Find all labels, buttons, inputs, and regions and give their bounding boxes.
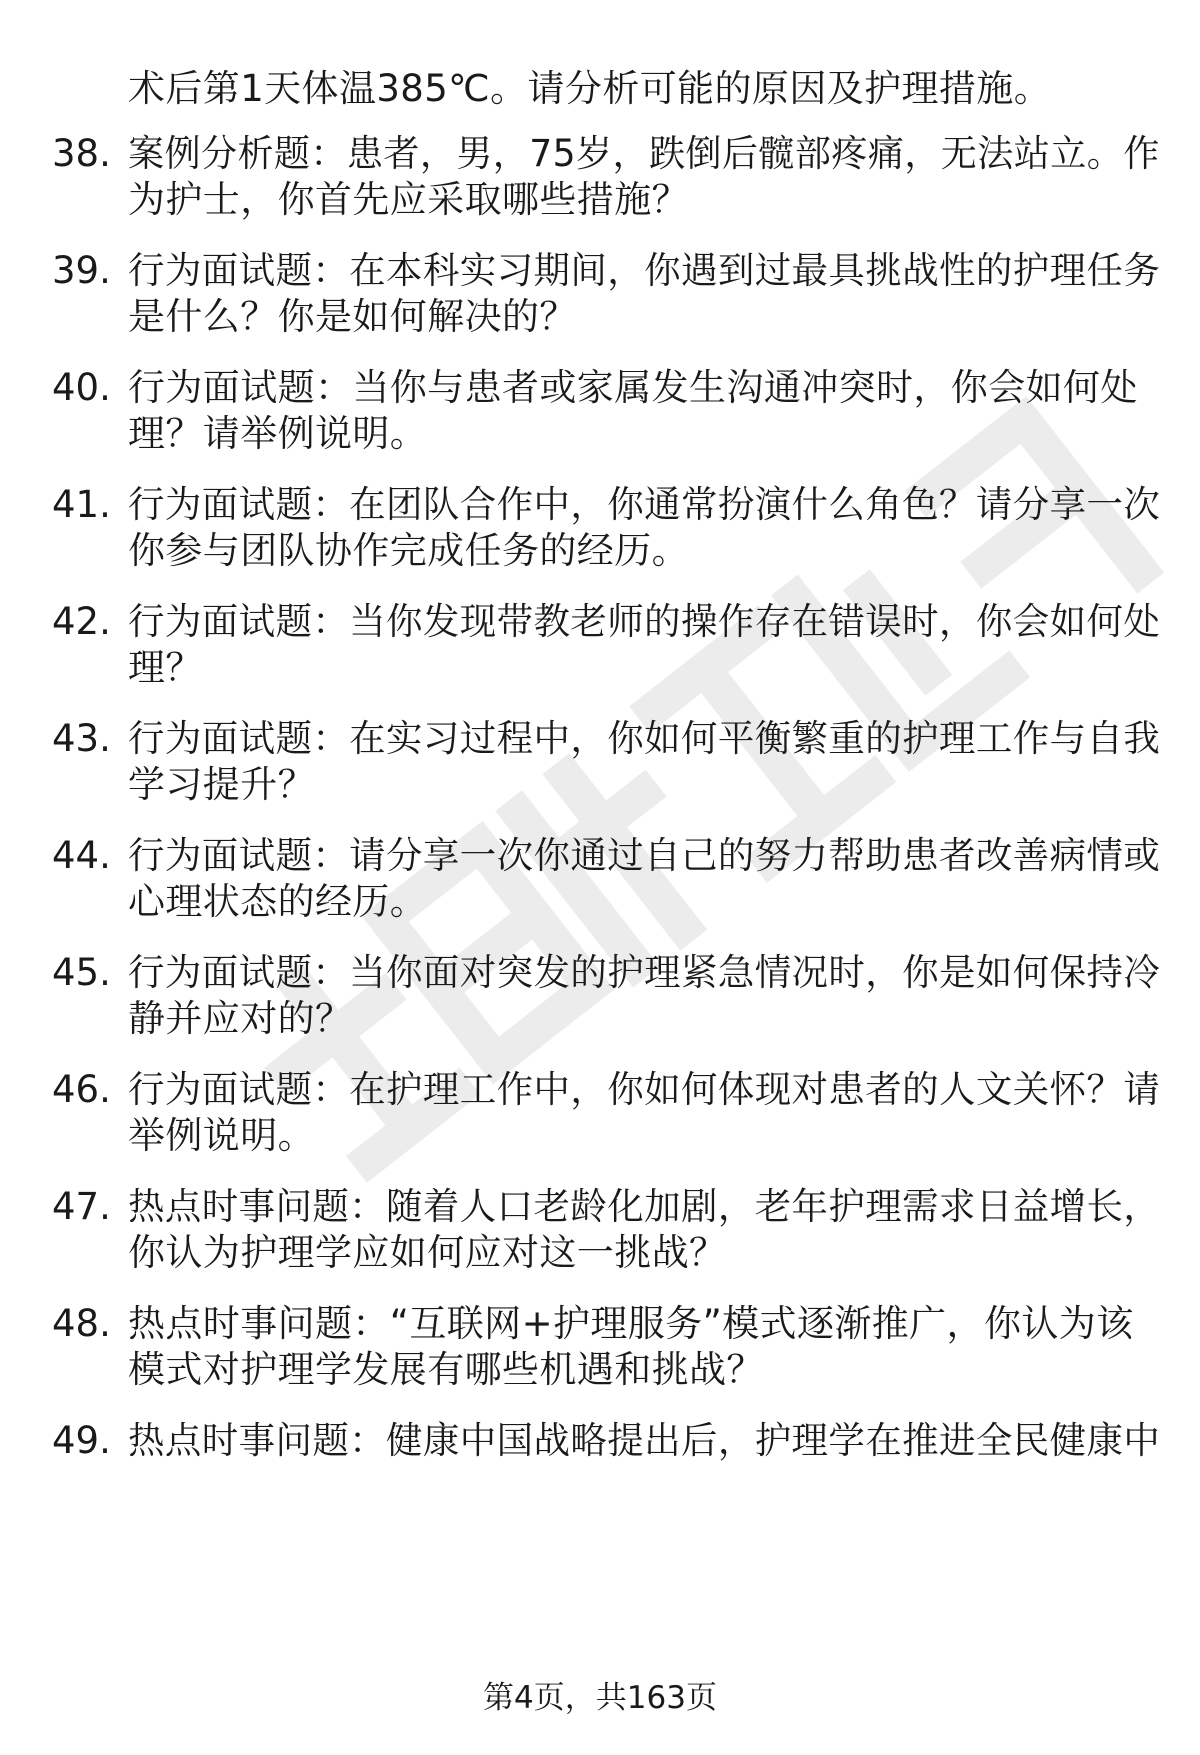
question-number: 49.	[52, 1419, 111, 1462]
question-text-line: 举例说明。	[128, 1114, 315, 1157]
question-text-line: 行为面试题：当你发现带教老师的操作存在错误时，你会如何处	[128, 600, 1161, 643]
question-number: 46.	[52, 1068, 111, 1111]
question-text-line: 行为面试题：在实习过程中，你如何平衡繁重的护理工作与自我	[128, 717, 1161, 760]
question-number: 45.	[52, 951, 111, 994]
question-number: 44.	[52, 834, 111, 877]
question-text-line: 理？	[128, 646, 203, 689]
question-text-line: 案例分析题：患者，男，75岁，跌倒后髋部疼痛，无法站立。作	[128, 132, 1160, 175]
question-number: 39.	[52, 249, 111, 292]
question-text-line: 行为面试题：在本科实习期间，你遇到过最具挑战性的护理任务	[128, 249, 1161, 292]
question-number: 48.	[52, 1302, 111, 1345]
continuation-text: 术后第1天体温385℃。请分析可能的原因及护理措施。	[128, 67, 1052, 110]
question-text-line: 行为面试题：请分享一次你通过自己的努力帮助患者改善病情或	[128, 834, 1161, 877]
question-text-line: 行为面试题：当你与患者或家属发生沟通冲突时，你会如何处	[128, 366, 1138, 409]
question-text-line: 学习提升？	[128, 763, 315, 806]
question-text-line: 你认为护理学应如何应对这一挑战？	[128, 1231, 727, 1274]
question-number: 47.	[52, 1185, 111, 1228]
question-number: 38.	[52, 132, 111, 175]
question-text-line: 为护士，你首先应采取哪些措施？	[128, 178, 689, 221]
question-number: 43.	[52, 717, 111, 760]
question-number: 40.	[52, 366, 111, 409]
question-text-line: 心理状态的经历。	[128, 880, 428, 923]
question-text-line: 模式对护理学发展有哪些机遇和挑战？	[128, 1348, 764, 1391]
question-text-line: 行为面试题：在护理工作中，你如何体现对患者的人文关怀？请	[128, 1068, 1161, 1111]
question-text-line: 理？请举例说明。	[128, 412, 428, 455]
page-footer: 第4页，共163页	[483, 1680, 717, 1716]
question-text-line: 静并应对的？	[128, 997, 353, 1040]
question-number: 42.	[52, 600, 111, 643]
question-text-line: 行为面试题：当你面对突发的护理紧急情况时，你是如何保持冷	[128, 951, 1161, 994]
question-number: 41.	[52, 483, 111, 526]
question-text-line: 热点时事问题：“互联网+护理服务”模式逐渐推广，你认为该	[128, 1302, 1134, 1345]
question-text-line: 热点时事问题：健康中国战略提出后，护理学在推进全民健康中	[128, 1419, 1161, 1462]
question-text-line: 是什么？你是如何解决的？	[128, 295, 577, 338]
question-text-line: 你参与团队协作完成任务的经历。	[128, 529, 689, 572]
question-text-line: 热点时事问题：随着人口老龄化加剧，老年护理需求日益增长，	[128, 1185, 1161, 1228]
question-text-line: 行为面试题：在团队合作中，你通常扮演什么角色？请分享一次	[128, 483, 1161, 526]
